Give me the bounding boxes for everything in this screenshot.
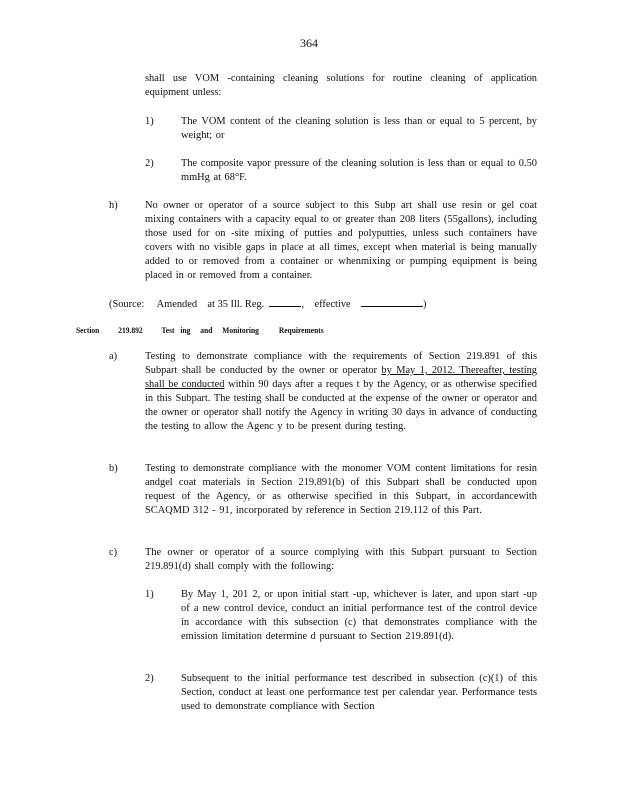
source-amended: Amended xyxy=(156,299,198,310)
item-c-text: The owner or operator of a source complying with this Subpart pursuant to Section 219.891(d) shall comply with the following: xyxy=(145,547,537,572)
sub-item-1-text: By May 1, 201 2, or upon initial start -up, whichever is later, and upon start -up of a new control device, conduct an initial performance test of the control device in accordance with this subsection (c) that demonstrates compliance with the emission limitation determine d pursuant to Section 219.891(d). xyxy=(181,589,537,642)
source-reg: at 35 Ill. Reg. xyxy=(207,299,265,310)
intro-item-2-label: 2) xyxy=(145,158,154,169)
section-title-part-4: Monitoring xyxy=(222,325,259,336)
item-b-label: b) xyxy=(109,463,118,474)
item-h-text: No owner or operator of a source subject to this Subp art shall use resin or gel coat mixing containers with a capacity equal to or greater than 208 liters (55gallons), including those used for on -site mixing of putties and polyputties, unless such containers have covers with no visible gaps in place at all times, except when material is being manually added to or removed from a container or whenmixing or pumping equipment is being placed in or removed from a container. xyxy=(145,200,537,281)
section-heading xyxy=(76,326,324,335)
section-title-part-3: and xyxy=(200,325,213,336)
source-open: (Source: xyxy=(109,299,145,310)
page-number: 364 xyxy=(300,36,318,50)
sub-item-2-text: Subsequent to the initial performance test described in subsection (c)(1) of this Section, conduct at least one performance test per calendar year. Performance tests used to demonstrate compliance with Section xyxy=(181,673,537,712)
sub-item-1-label: 1) xyxy=(145,589,154,600)
item-a-underlined-text: by May 1, 2012. Thereafter, testing shall be conducted xyxy=(145,365,537,390)
source-reg-blank xyxy=(269,296,301,307)
source-effective-blank xyxy=(361,296,423,307)
source-effective: effective xyxy=(314,299,351,310)
item-c-label: c) xyxy=(109,547,118,558)
section-title-part-2: ing xyxy=(180,325,191,336)
intro-item-1-label: 1) xyxy=(145,116,154,127)
source-close: ) xyxy=(423,299,427,310)
item-a-text-end: within 90 days after a reques t by the Agency, or as otherwise specified in this Subpart. The testing shall be conducted at the expense of the owner or operator and the owner or operator shall notify the Agency in writing 30 days in advance of conducting the testing to allow the Agenc y to be present during testing. xyxy=(145,379,538,432)
sub-item-2-label: 2) xyxy=(145,673,154,684)
section-word: Section xyxy=(76,325,100,336)
section-title-part-5: Requirements xyxy=(278,325,324,336)
item-a-text xyxy=(145,350,537,434)
item-h-label: h) xyxy=(109,200,118,211)
item-b-text: Testing to demonstrate compliance with the monomer VOM content limitations for resin andgel coat materials in Section 219.891(b) of this Subpart shall be conducted upon request of the Agency, or as otherwise specified in this Subpart, in accordancewith SCAQMD 312 - 91, incorporated by reference in Section 219.112 of this Part. xyxy=(145,463,537,516)
source-comma: , xyxy=(301,299,305,310)
source-note xyxy=(109,296,427,312)
section-title-part-1: Test xyxy=(161,325,175,336)
intro-item-1-text: The VOM content of the cleaning solution is less than or equal to 5 percent, by weight; or xyxy=(181,116,537,141)
intro-item-2-text: The composite vapor pressure of the cleaning solution is less than or equal to 0.50 mmHg at 68°F. xyxy=(181,158,537,183)
intro-paragraph: shall use VOM -containing cleaning solutions for routine cleaning of application equipment unless: xyxy=(145,73,537,98)
item-a-label: a) xyxy=(109,351,118,362)
section-number: 219.892 xyxy=(118,325,143,336)
item-a-text-start: Testing to demonstrate compliance with the requirements of Section 219.891 of this Subpart shall be conducted by the owner or operator xyxy=(145,351,537,376)
